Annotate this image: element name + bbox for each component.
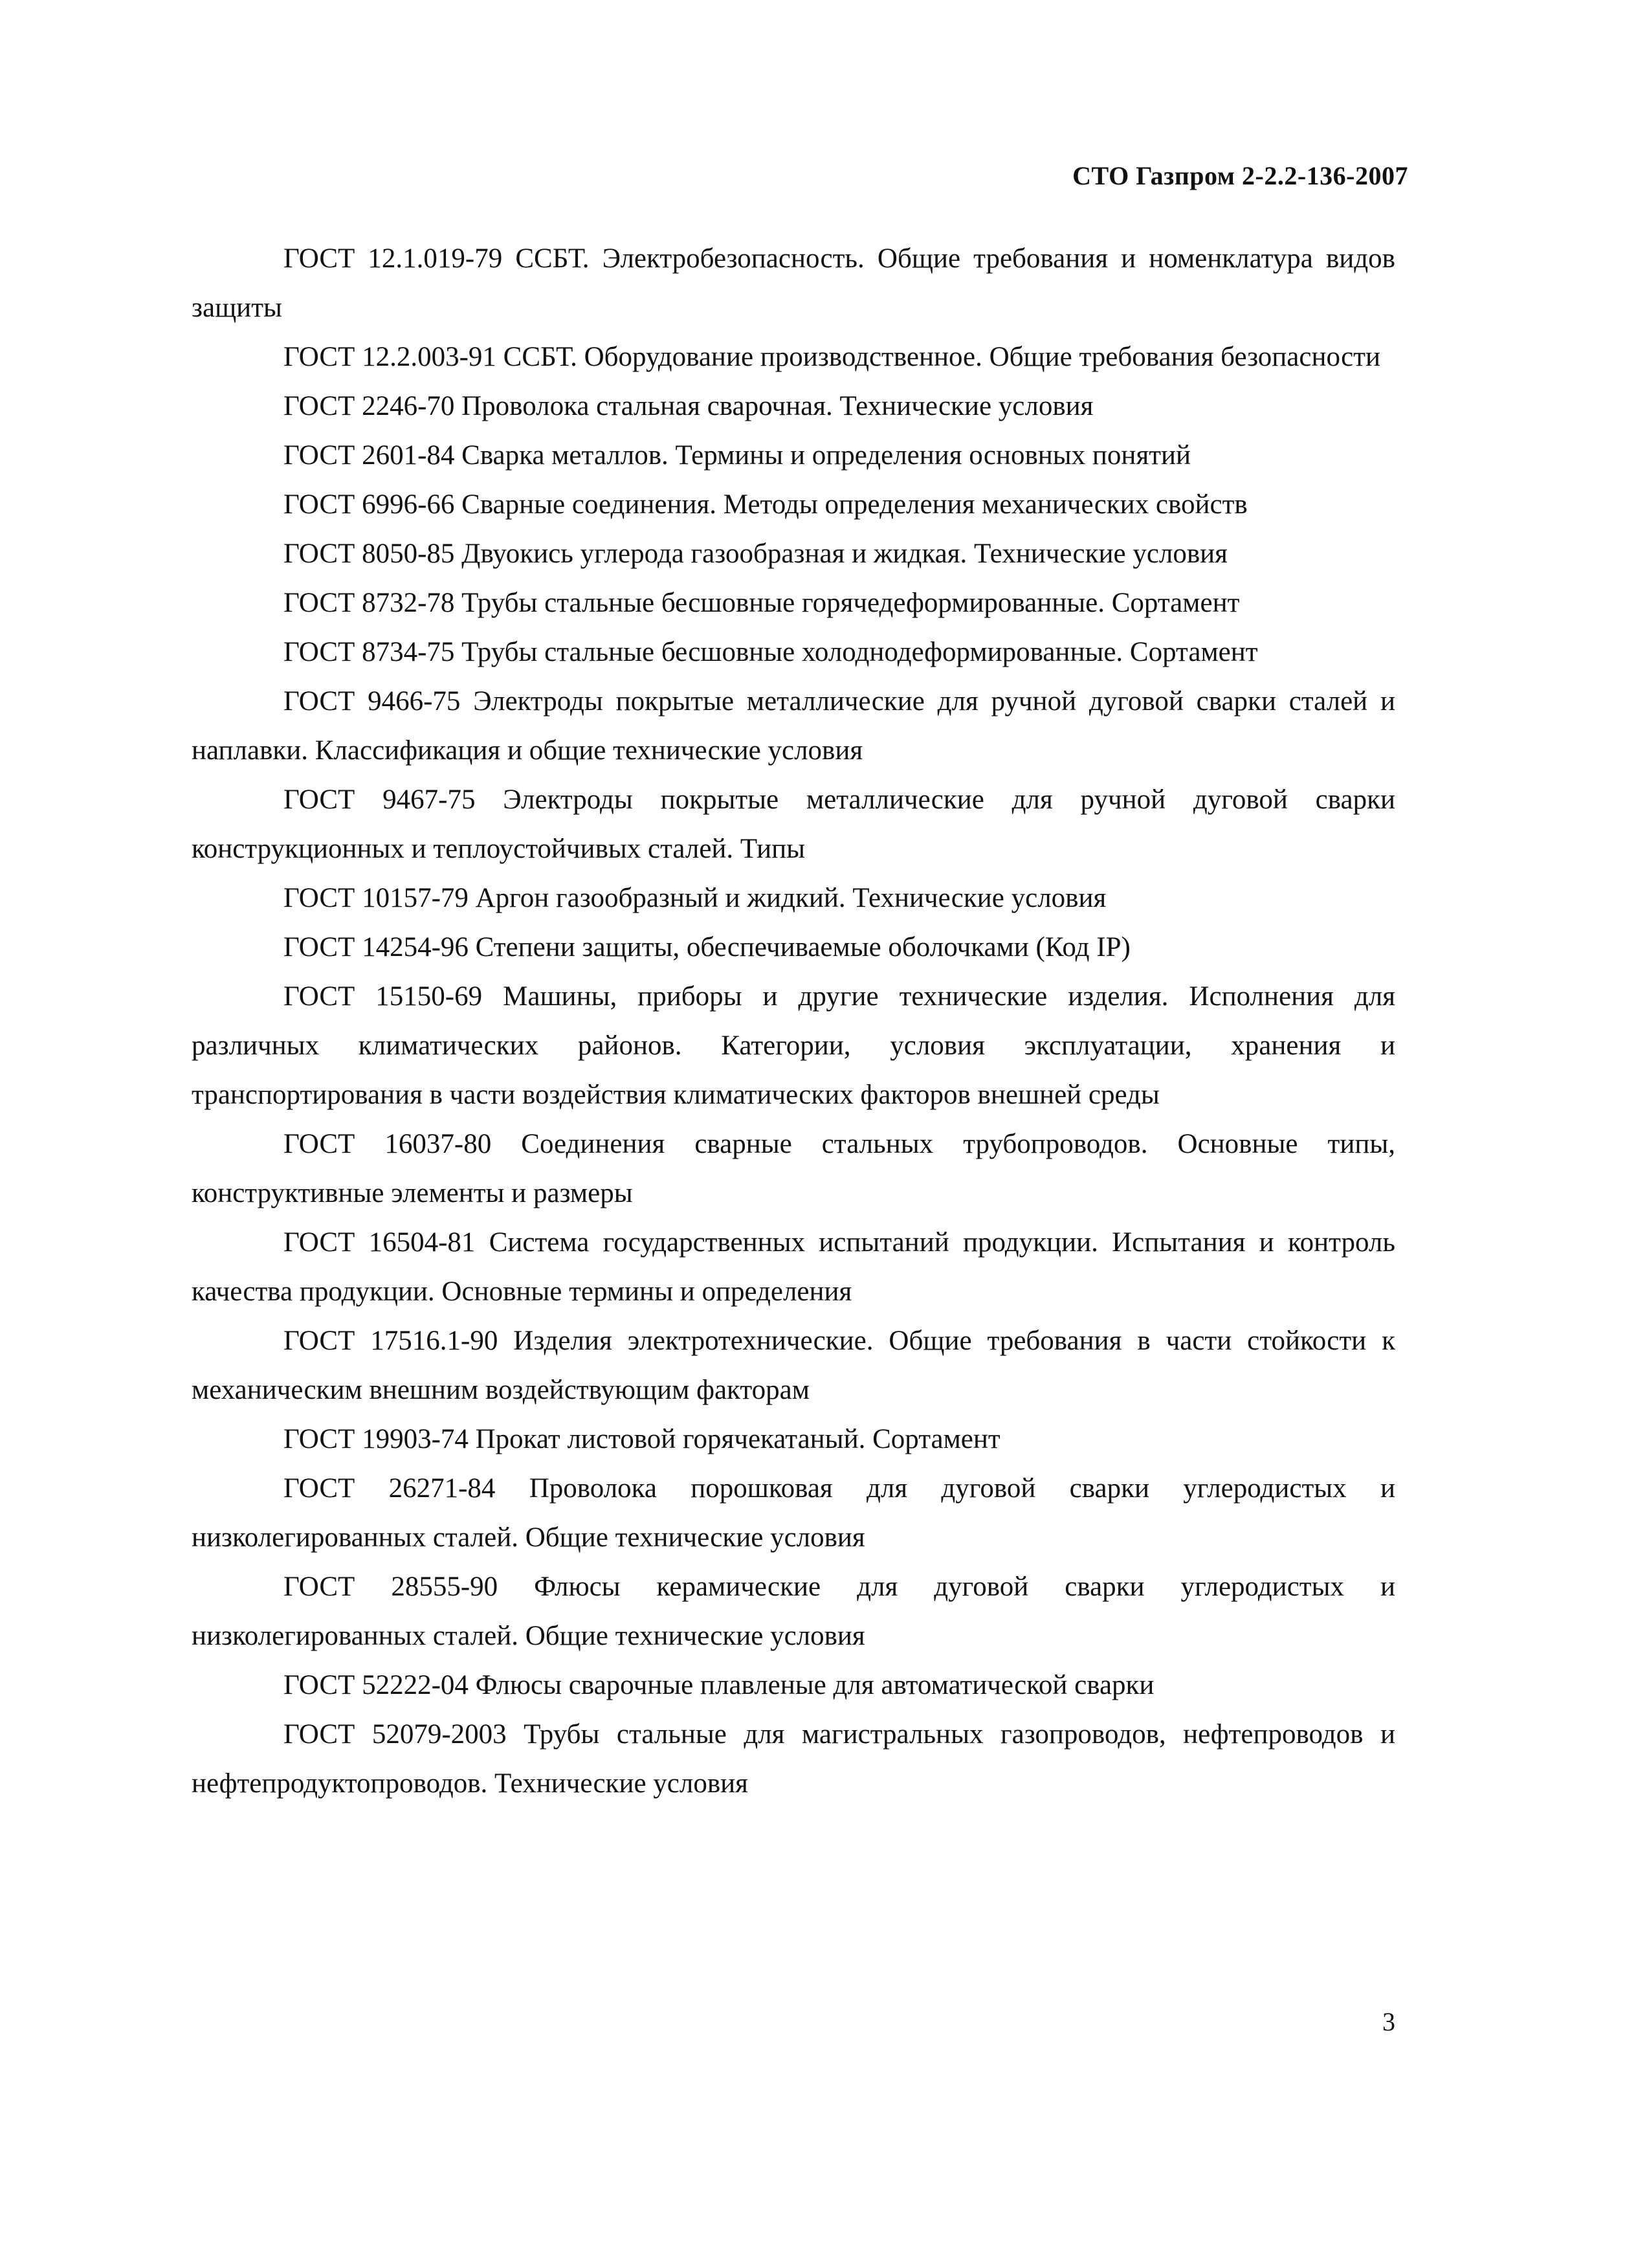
reference-item: ГОСТ 2246-70 Проволока стальная сварочная. Технические условия xyxy=(283,391,1094,421)
reference-item: ГОСТ 16504-81 Система государственных испытаний продукции. Испытания и контроль качества продукции. Основные термины и определения xyxy=(192,1227,1395,1307)
reference-item: ГОСТ 17516.1-90 Изделия электротехнические. Общие требования в части стойкости к механическим внешним воздействующим факторам xyxy=(192,1326,1395,1405)
reference-item: ГОСТ 9467-75 Электроды покрытые металлические для ручной дуговой сварки конструкционных и теплоустойчивых сталей. Типы xyxy=(192,784,1395,864)
reference-item: ГОСТ 8734-75 Трубы стальные бесшовные холоднодеформированные. Сортамент xyxy=(283,637,1258,667)
reference-item: ГОСТ 26271-84 Проволока порошковая для дуговой сварки углеродистых и низколегированных сталей. Общие технические условия xyxy=(192,1473,1395,1553)
reference-item: ГОСТ 12.2.003-91 ССБТ. Оборудование производственное. Общие требования безопасности xyxy=(283,342,1380,372)
reference-item: ГОСТ 10157-79 Аргон газообразный и жидкий. Технические условия xyxy=(283,883,1107,913)
normative-references-list xyxy=(192,234,1395,1808)
reference-item: ГОСТ 52079-2003 Трубы стальные для магистральных газопроводов, нефтепроводов и нефтепродуктопроводов. Технические условия xyxy=(192,1719,1395,1799)
reference-item: ГОСТ 6996-66 Сварные соединения. Методы определения механических свойств xyxy=(283,489,1248,520)
reference-item: ГОСТ 28555-90 Флюсы керамические для дуговой сварки углеродистых и низколегированных сталей. Общие технические условия xyxy=(192,1572,1395,1651)
reference-item: ГОСТ 12.1.019-79 ССБТ. Электробезопасность. Общие требования и номенклатура видов защиты xyxy=(192,243,1395,323)
reference-item: ГОСТ 52222-04 Флюсы сварочные плавленые для автоматической сварки xyxy=(283,1670,1155,1700)
page-number: 3 xyxy=(1382,2007,1395,2036)
document-code: СТО Газпром 2-2.2-136-2007 xyxy=(1072,161,1408,190)
reference-item: ГОСТ 19903-74 Прокат листовой горячекатаный. Сортамент xyxy=(283,1424,1000,1454)
reference-item: ГОСТ 2601-84 Сварка металлов. Термины и определения основных понятий xyxy=(283,440,1191,471)
reference-item: ГОСТ 15150-69 Машины, приборы и другие технические изделия. Исполнения для различных климатических районов. Категории, условия эксплуатации, хранения и транспортирования в части воздействия климатических факторов внешней среды xyxy=(192,981,1395,1110)
reference-item: ГОСТ 16037-80 Соединения сварные стальных трубопроводов. Основные типы, конструктивные элементы и размеры xyxy=(192,1129,1395,1208)
reference-item: ГОСТ 14254-96 Степени защиты, обеспечиваемые оболочками (Код IP) xyxy=(283,932,1131,962)
reference-item: ГОСТ 8732-78 Трубы стальные бесшовные горячедеформированные. Сортамент xyxy=(283,588,1240,618)
reference-item: ГОСТ 9466-75 Электроды покрытые металлические для ручной дуговой сварки сталей и наплавки. Классификация и общие технические условия xyxy=(192,686,1395,766)
reference-item: ГОСТ 8050-85 Двуокись углерода газообразная и жидкая. Технические условия xyxy=(283,539,1228,569)
